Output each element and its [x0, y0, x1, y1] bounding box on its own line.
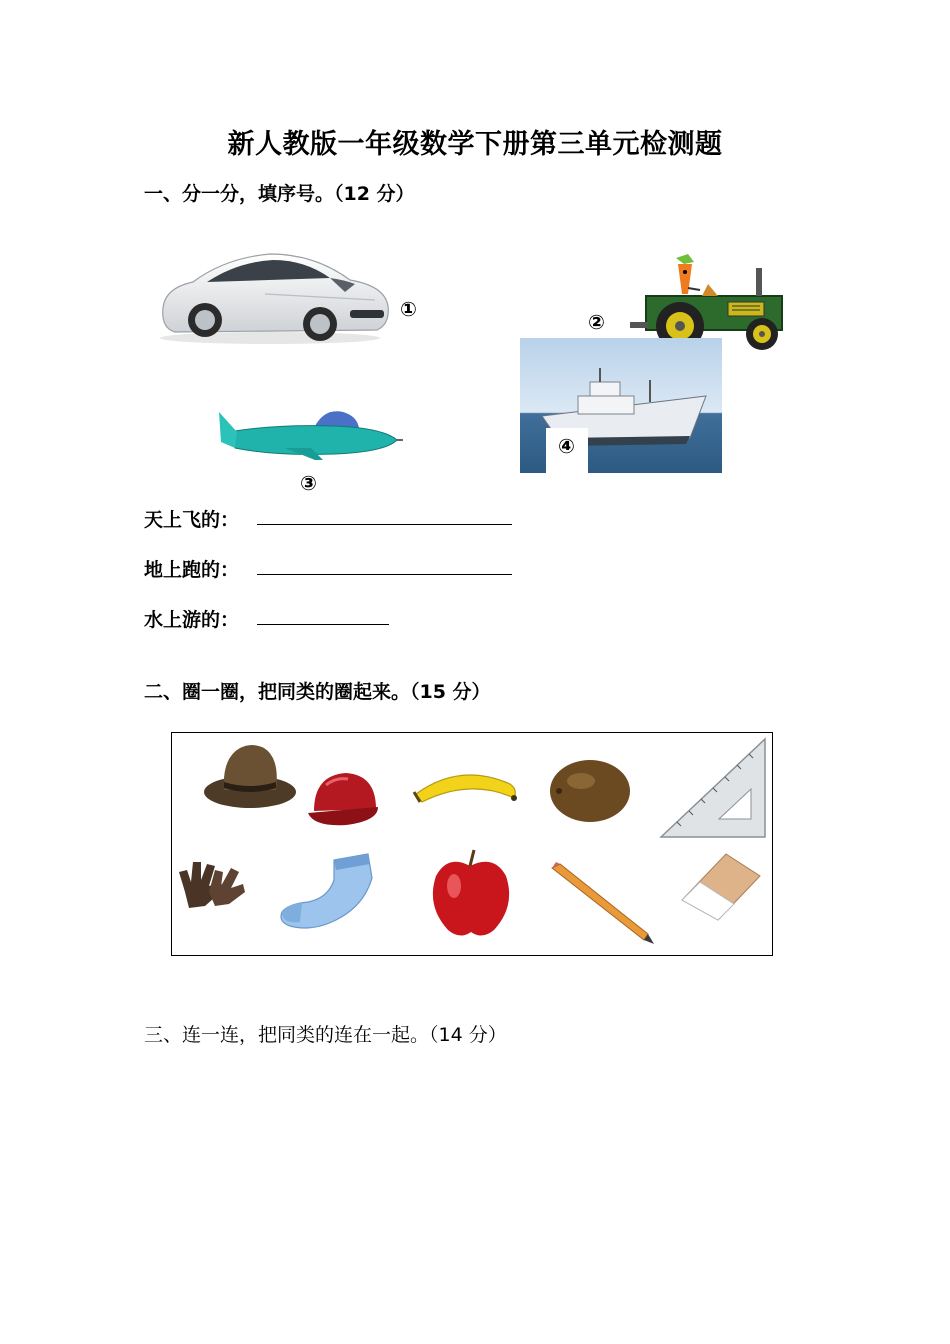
section-3-heading: 三、连一连，把同类的连在一起。（14 分）: [144, 1024, 507, 1046]
fedora-hat-icon[interactable]: [202, 740, 300, 814]
answer-land-blank[interactable]: [257, 574, 512, 575]
question-water-label: 水上游的：: [144, 609, 240, 631]
section-2-heading: 二、圈一圈，把同类的圈起来。（15 分）: [144, 681, 491, 703]
sock-icon[interactable]: [272, 850, 380, 932]
vehicle-marker-1: ①: [400, 297, 417, 321]
kiwi-icon[interactable]: [545, 755, 635, 825]
page-title: 新人教版一年级数学下册第三单元检测题: [227, 129, 723, 160]
section-1-heading: 一、分一分，填序号。（12 分）: [144, 183, 415, 205]
car-icon: [145, 248, 400, 348]
airplane-icon: [215, 406, 405, 464]
question-sky-label: 天上飞的：: [144, 509, 240, 531]
set-square-ruler-icon[interactable]: [657, 735, 769, 839]
pencil-icon[interactable]: [548, 862, 656, 946]
answer-water-blank[interactable]: [257, 624, 389, 625]
apple-icon[interactable]: [428, 846, 514, 940]
ship-icon: [520, 338, 722, 473]
answer-sky-blank[interactable]: [257, 524, 512, 525]
banana-icon[interactable]: [410, 758, 522, 810]
gloves-icon[interactable]: [175, 852, 249, 914]
vehicle-marker-4: ④: [558, 434, 575, 458]
eraser-icon[interactable]: [678, 848, 764, 924]
vehicle-marker-3: ③: [300, 471, 317, 495]
tractor-icon: [628, 250, 788, 352]
vehicle-marker-2: ②: [588, 310, 605, 334]
question-land-label: 地上跑的：: [144, 559, 240, 581]
helmet-icon[interactable]: [306, 765, 382, 837]
